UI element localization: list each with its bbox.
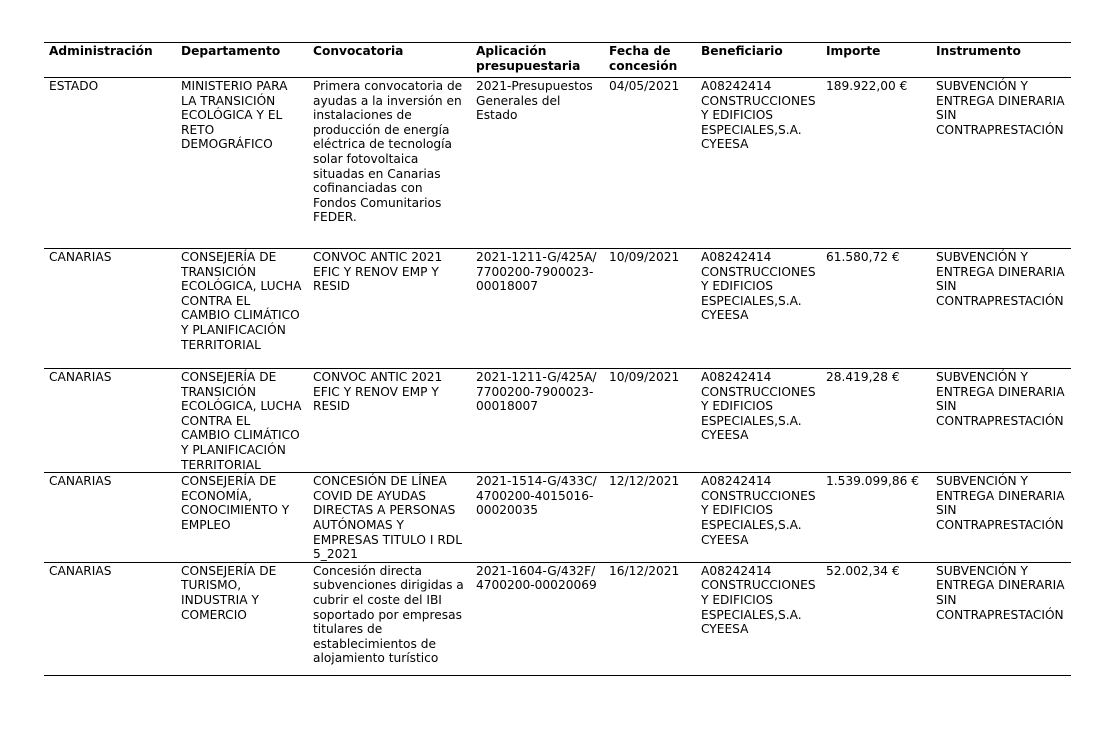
grants-table (44, 42, 1071, 676)
cell-administracion: CANARIAS (44, 249, 176, 369)
cell-fecha: 04/05/2021 (604, 78, 696, 249)
header-departamento: Departamento (176, 43, 308, 78)
cell-fecha: 10/09/2021 (604, 369, 696, 473)
cell-convocatoria: CONVOC ANTIC 2021 EFIC Y RENOV EMP Y RESID (308, 369, 471, 473)
table-header (44, 43, 1071, 78)
cell-aplicacion: 2021-1211-G/425A/7700200-7900023-00018007 (471, 249, 604, 369)
table-row (44, 473, 1071, 563)
header-beneficiario: Beneficiario (696, 43, 821, 78)
header-convocatoria: Convocatoria (308, 43, 471, 78)
table-body (44, 78, 1071, 676)
cell-importe: 1.539.099,86 € (821, 473, 931, 563)
cell-aplicacion: 2021-1211-G/425A/7700200-7900023-00018007 (471, 369, 604, 473)
cell-convocatoria: CONVOC ANTIC 2021 EFIC Y RENOV EMP Y RESID (308, 249, 471, 369)
cell-departamento: CONSEJERÍA DE TRANSICIÓN ECOLÓGICA, LUCHA CONTRA EL CAMBIO CLIMÁTICO Y PLANIFICACIÓN TERRITORIAL (176, 369, 308, 473)
header-administracion: Administración (44, 43, 176, 78)
cell-instrumento: SUBVENCIÓN Y ENTREGA DINERARIA SIN CONTRAPRESTACIÓN (931, 78, 1071, 249)
cell-aplicacion: 2021-Presupuestos Generales del Estado (471, 78, 604, 249)
cell-aplicacion: 2021-1604-G/432F/4700200-00020069 (471, 562, 604, 675)
cell-instrumento: SUBVENCIÓN Y ENTREGA DINERARIA SIN CONTRAPRESTACIÓN (931, 562, 1071, 675)
cell-administracion: CANARIAS (44, 473, 176, 563)
cell-administracion: CANARIAS (44, 369, 176, 473)
cell-beneficiario: A08242414 CONSTRUCCIONES Y EDIFICIOS ESPECIALES,S.A. CYEESA (696, 562, 821, 675)
table-row (44, 369, 1071, 473)
cell-fecha: 16/12/2021 (604, 562, 696, 675)
cell-importe: 28.419,28 € (821, 369, 931, 473)
cell-beneficiario: A08242414 CONSTRUCCIONES Y EDIFICIOS ESPECIALES,S.A. CYEESA (696, 473, 821, 563)
cell-instrumento: SUBVENCIÓN Y ENTREGA DINERARIA SIN CONTRAPRESTACIÓN (931, 473, 1071, 563)
cell-departamento: MINISTERIO PARA LA TRANSICIÓN ECOLÓGICA Y EL RETO DEMOGRÁFICO (176, 78, 308, 249)
cell-instrumento: SUBVENCIÓN Y ENTREGA DINERARIA SIN CONTRAPRESTACIÓN (931, 369, 1071, 473)
header-aplicacion: Aplicación presupuestaria (471, 43, 604, 78)
cell-convocatoria: Primera convocatoria de ayudas a la inversión en instalaciones de producción de energía eléctrica de tecnología solar fotovoltaica situadas en Canarias cofinanciadas con Fondos Comunitarios FEDER. (308, 78, 471, 249)
cell-aplicacion: 2021-1514-G/433C/4700200-4015016-00020035 (471, 473, 604, 563)
cell-importe: 61.580,72 € (821, 249, 931, 369)
cell-importe: 52.002,34 € (821, 562, 931, 675)
table-row (44, 562, 1071, 675)
table-row (44, 249, 1071, 369)
table-row (44, 78, 1071, 249)
cell-departamento: CONSEJERÍA DE TURISMO, INDUSTRIA Y COMERCIO (176, 562, 308, 675)
cell-administracion: CANARIAS (44, 562, 176, 675)
header-instrumento: Instrumento (931, 43, 1071, 78)
header-importe: Importe (821, 43, 931, 78)
cell-convocatoria: Concesión directa subvenciones dirigidas a cubrir el coste del IBI soportado por empresas titulares de establecimientos de alojamiento turístico (308, 562, 471, 675)
cell-administracion: ESTADO (44, 78, 176, 249)
cell-instrumento: SUBVENCIÓN Y ENTREGA DINERARIA SIN CONTRAPRESTACIÓN (931, 249, 1071, 369)
cell-importe: 189.922,00 € (821, 78, 931, 249)
cell-fecha: 12/12/2021 (604, 473, 696, 563)
cell-fecha: 10/09/2021 (604, 249, 696, 369)
cell-beneficiario: A08242414 CONSTRUCCIONES Y EDIFICIOS ESPECIALES,S.A. CYEESA (696, 369, 821, 473)
header-row (44, 43, 1071, 78)
cell-departamento: CONSEJERÍA DE ECONOMÍA, CONOCIMIENTO Y EMPLEO (176, 473, 308, 563)
cell-departamento: CONSEJERÍA DE TRANSICIÓN ECOLÓGICA, LUCHA CONTRA EL CAMBIO CLIMÁTICO Y PLANIFICACIÓN TERRITORIAL (176, 249, 308, 369)
cell-beneficiario: A08242414 CONSTRUCCIONES Y EDIFICIOS ESPECIALES,S.A. CYEESA (696, 78, 821, 249)
cell-convocatoria: CONCESIÓN DE LÍNEA COVID DE AYUDAS DIRECTAS A PERSONAS AUTÓNOMAS Y EMPRESAS TITULO I RDL 5_2021 (308, 473, 471, 563)
cell-beneficiario: A08242414 CONSTRUCCIONES Y EDIFICIOS ESPECIALES,S.A. CYEESA (696, 249, 821, 369)
header-fecha: Fecha de concesión (604, 43, 696, 78)
